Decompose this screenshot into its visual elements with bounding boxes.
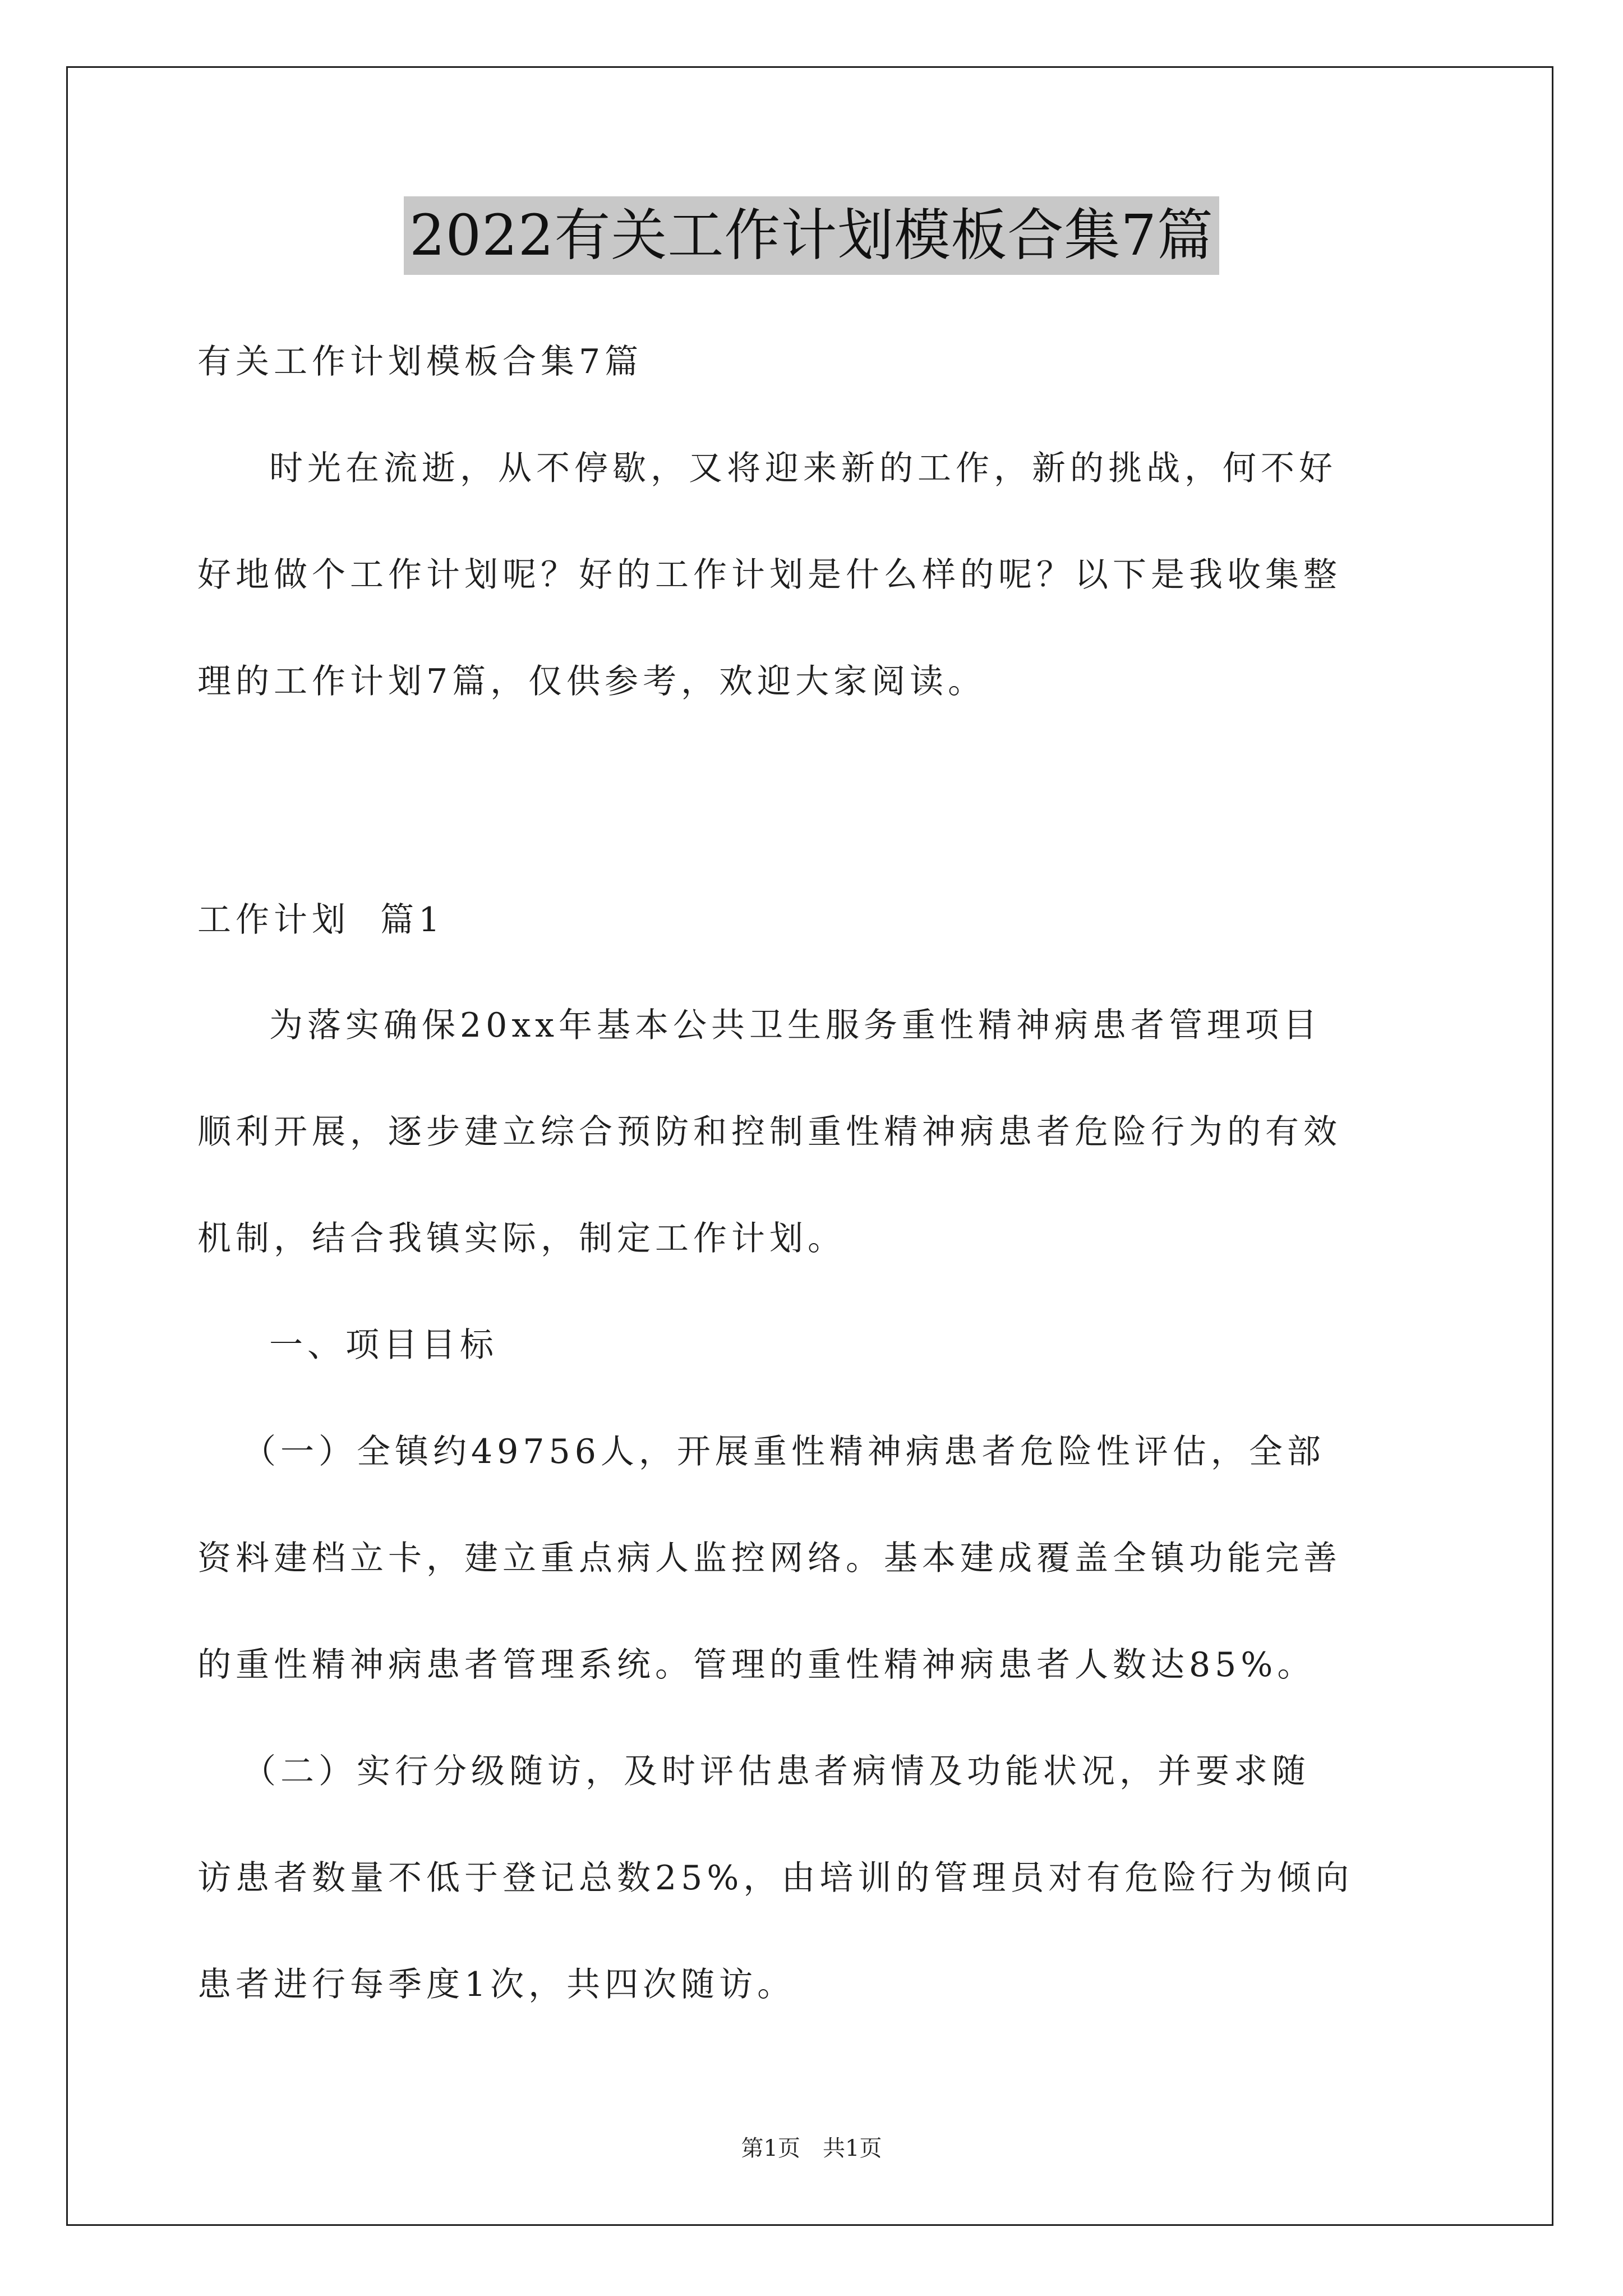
paragraph-line: 理的工作计划7篇，仅供参考，欢迎大家阅读。 (197, 662, 986, 701)
objective-heading (197, 1292, 1442, 1398)
paragraph-line: 好地做个工作计划呢？好的工作计划是什么样的呢？以下是我收集整 (197, 555, 1341, 595)
page-number: 第1页 (741, 2136, 800, 2161)
objective-heading-text: 一、项目目标 (269, 1326, 498, 1365)
document-title: 2022有关工作计划模板合集7篇 (404, 196, 1219, 275)
paragraph-line: 时光在流逝，从不停歇，又将迎来新的工作，新的挑战，何不好 (269, 449, 1337, 488)
title-container (0, 196, 1623, 275)
section-paragraph (197, 972, 1442, 1292)
paragraph-line: （一）全镇约49756人，开展重性精神病患者危险性评估，全部 (242, 1432, 1325, 1471)
page-footer (0, 2134, 1623, 2162)
objective-item-1 (197, 1398, 1442, 1718)
paragraph-line: 访患者数量不低于登记总数25%，由培训的管理员对有危险行为倾向 (197, 1858, 1354, 1898)
total-pages: 共1页 (823, 2136, 882, 2161)
paragraph-line: 顺利开展，逐步建立综合预防和控制重性精神病患者危险行为的有效 (197, 1112, 1341, 1152)
paragraph-line: 为落实确保20xx年基本公共卫生服务重性精神病患者管理项目 (269, 1006, 1322, 1045)
intro-paragraph (197, 415, 1442, 735)
paragraph-line: 机制，结合我镇实际，制定工作计划。 (197, 1219, 846, 1258)
paragraph-line: （二）实行分级随访，及时评估患者病情及功能状况，并要求随 (242, 1752, 1310, 1791)
document-subtitle (197, 309, 1442, 415)
subtitle-line: 有关工作计划模板合集7篇 (197, 342, 643, 381)
paragraph-line: 的重性精神病患者管理系统。管理的重性精神病患者人数达85%。 (197, 1645, 1316, 1685)
section-heading-text: 工作计划 篇1 (197, 900, 445, 940)
objective-item-2 (197, 1718, 1442, 2038)
section-heading (197, 867, 1442, 973)
paragraph-line: 患者进行每季度1次，共四次随访。 (197, 1965, 796, 2004)
paragraph-line: 资料建档立卡，建立重点病人监控网络。基本建成覆盖全镇功能完善 (197, 1539, 1341, 1578)
